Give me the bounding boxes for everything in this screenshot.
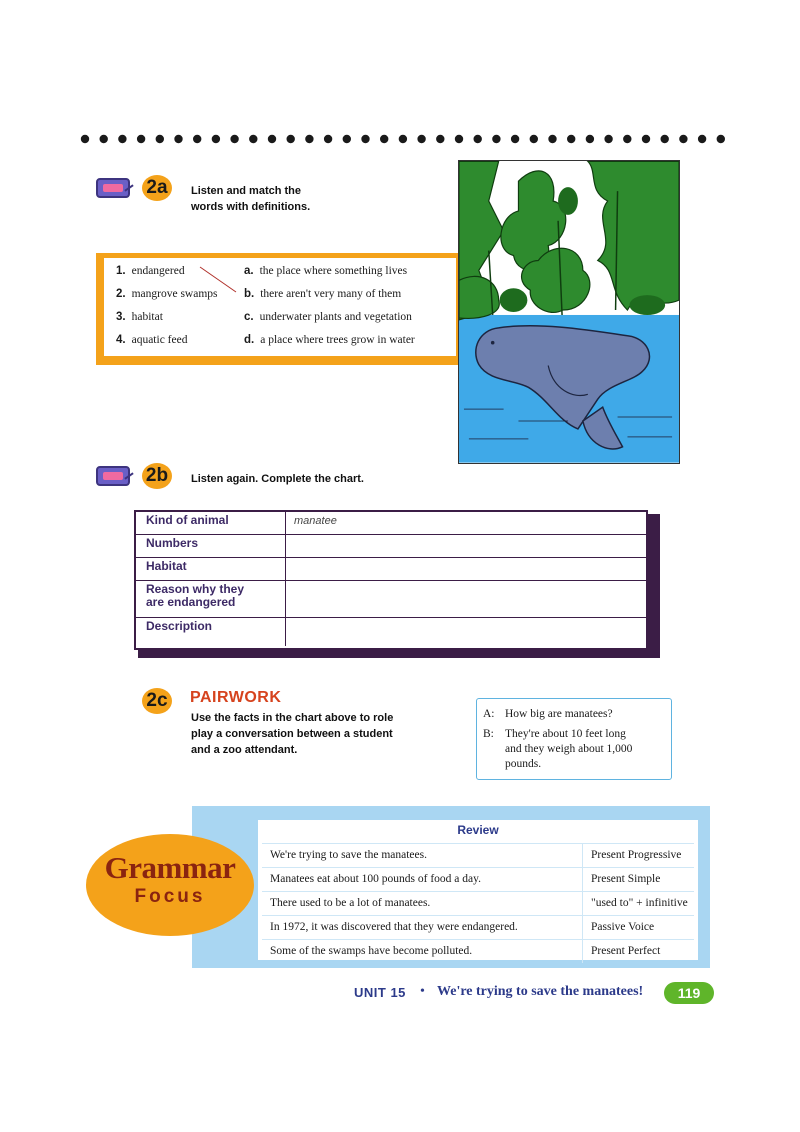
instruction-line: words with definitions. [191, 201, 311, 213]
chart-row [136, 581, 646, 618]
rule-dot [474, 135, 482, 143]
rule-dot [268, 135, 276, 143]
rule-dot [399, 135, 407, 143]
rule-dot [81, 135, 89, 143]
rule-dot [492, 135, 500, 143]
review-grammar: "used to" + infinitive [591, 897, 688, 909]
chart-cell[interactable] [286, 618, 646, 646]
footer-unit-title: We're trying to save the manatees! [437, 984, 644, 999]
rule-dot [530, 135, 538, 143]
rule-dot [548, 135, 556, 143]
rule-dot [455, 135, 463, 143]
chart-row-header: Reason why they are endangered [136, 581, 286, 617]
dialog-text: They're about 10 feet long and they weigh about 1,000 pounds. [505, 728, 633, 770]
rule-dot [567, 135, 575, 143]
rule-dot [661, 135, 669, 143]
rule-dot [361, 135, 369, 143]
review-sentence: Manatees eat about 100 pounds of food a day. [262, 868, 583, 891]
chart-row [136, 618, 646, 646]
cassette-icon [96, 178, 130, 198]
rule-dot [698, 135, 706, 143]
definition-item[interactable]: d. a place where trees grow in water [244, 334, 415, 346]
rule-dot [380, 135, 388, 143]
chart-row [136, 558, 646, 581]
speaker-label: B: [483, 728, 494, 740]
pairwork-title: PAIRWORK [190, 689, 282, 706]
footer-bullet: • [420, 984, 425, 999]
rule-dot [156, 135, 164, 143]
review-table [262, 843, 694, 963]
rule-dot [212, 135, 220, 143]
exercise-2b-badge: 2b [142, 463, 172, 489]
word-item[interactable]: 4. aquatic feed [116, 334, 188, 346]
matching-box [104, 258, 456, 356]
exercise-2c-badge: 2c [142, 688, 172, 714]
instruction-line: Listen and match the [191, 185, 302, 197]
instruction-line: Use the facts in the chart above to role [191, 712, 394, 724]
review-row [262, 915, 694, 939]
definition-item[interactable]: c. underwater plants and vegetation [244, 311, 412, 323]
page-number: 119 [664, 982, 714, 1004]
rule-dot [604, 135, 612, 143]
review-title: Review [457, 823, 499, 837]
chart-row [136, 535, 646, 558]
rule-dot [100, 135, 108, 143]
rule-dot [305, 135, 313, 143]
rule-dot [193, 135, 201, 143]
chart-row-header: Description [136, 618, 286, 646]
review-row [262, 867, 694, 891]
rule-dot [586, 135, 594, 143]
footer-unit-label: UNIT 15 [354, 985, 406, 1000]
rule-dot [174, 135, 182, 143]
rule-dot [343, 135, 351, 143]
rule-dot [717, 135, 725, 143]
rule-dot [511, 135, 519, 143]
dialog-text: How big are manatees? [505, 708, 613, 720]
rule-dot [118, 135, 126, 143]
definition-item[interactable]: b. there aren't very many of them [244, 288, 402, 300]
dotted-rule [80, 132, 730, 146]
rule-dot [137, 135, 145, 143]
instruction-line: play a conversation between a student [191, 728, 393, 740]
review-row [262, 891, 694, 915]
rule-dot [287, 135, 295, 143]
chart-cell[interactable] [286, 535, 646, 557]
rule-dot [642, 135, 650, 143]
review-sentence: There used to be a lot of manatees. [262, 892, 583, 915]
rule-dot [249, 135, 257, 143]
instruction-line: and a zoo attendant. [191, 744, 298, 756]
grammar-focus-title: Grammar [104, 850, 236, 885]
review-grammar: Present Progressive [591, 849, 682, 861]
dialog-line [483, 707, 665, 722]
exercise-2c-instruction [191, 710, 393, 758]
exercise-2b-instruction: Listen again. Complete the chart. [191, 473, 364, 485]
chart-cell[interactable] [286, 558, 646, 580]
review-sentence: Some of the swamps have become polluted. [262, 940, 583, 963]
chart-cell[interactable] [286, 581, 646, 617]
match-line [104, 258, 456, 356]
review-grammar: Present Perfect [591, 945, 661, 957]
review-grammar: Passive Voice [591, 921, 655, 933]
review-row [262, 939, 694, 963]
word-item[interactable]: 1. endangered [116, 265, 185, 277]
manatee-illustration [458, 160, 680, 464]
rule-dot [679, 135, 687, 143]
chart-row-header: Habitat [136, 558, 286, 580]
rule-dot [436, 135, 444, 143]
review-sentence: In 1972, it was discovered that they were endangered. [262, 916, 583, 939]
dialog-line [483, 727, 665, 772]
chart-row-header: Numbers [136, 535, 286, 557]
chart-row-header: Kind of animal [136, 512, 286, 534]
grammar-focus-subtitle: Focus [134, 886, 206, 907]
rule-dot [623, 135, 631, 143]
word-item[interactable]: 2. mangrove swamps [116, 288, 218, 300]
cassette-icon [96, 466, 130, 486]
animal-chart [134, 510, 648, 650]
definition-item[interactable]: a. the place where something lives [244, 265, 408, 277]
word-item[interactable]: 3. habitat [116, 311, 163, 323]
rule-dot [324, 135, 332, 143]
review-grammar: Present Simple [591, 873, 661, 885]
review-sentence: We're trying to save the manatees. [262, 844, 583, 867]
chart-cell[interactable]: manatee [294, 515, 337, 527]
chart-row [136, 512, 646, 535]
exercise-2a-badge: 2a [142, 175, 172, 201]
sample-dialog [476, 698, 672, 780]
rule-dot [417, 135, 425, 143]
speaker-label: A: [483, 708, 495, 720]
rule-dot [230, 135, 238, 143]
review-row [262, 843, 694, 867]
exercise-2a-instruction [191, 183, 310, 215]
